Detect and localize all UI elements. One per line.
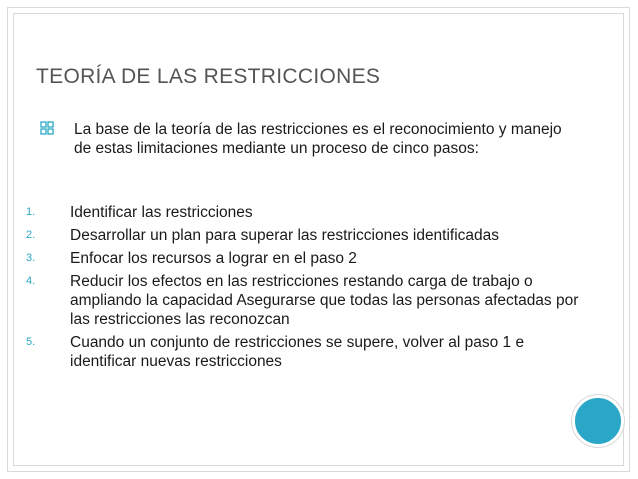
list-item-number: 4. bbox=[26, 275, 36, 287]
list-item-number: 3. bbox=[26, 252, 36, 264]
list-item-text: Enfocar los recursos a lograr en el paso 2 bbox=[70, 250, 357, 267]
square-bullet-icon bbox=[40, 121, 56, 137]
list-item-number: 1. bbox=[26, 206, 36, 218]
slide-title-rest: EORÍA DE LAS RESTRICCIONES bbox=[49, 65, 381, 88]
square-bullet-icon-svg bbox=[40, 121, 54, 135]
list-item bbox=[26, 272, 586, 329]
list-item-number: 2. bbox=[26, 229, 36, 241]
list-item bbox=[26, 333, 586, 371]
list-item-text: Cuando un conjunto de restricciones se supere, volver al paso 1 e identificar nuevas restricciones bbox=[70, 334, 525, 370]
list-item-text: Identificar las restricciones bbox=[70, 204, 253, 221]
list-item bbox=[26, 226, 586, 245]
list-item-number: 5. bbox=[26, 336, 36, 348]
decorative-circle bbox=[572, 395, 624, 447]
intro-bullet bbox=[36, 120, 576, 158]
intro-bullet-text: La base de la teoría de las restricciones es el reconocimiento y manejo de estas limitaciones mediante un proceso de cinco pasos: bbox=[74, 121, 562, 157]
list-item-text: Reducir los efectos en las restricciones restando carga de trabajo o ampliando la capacidad Asegurarse que todas las personas afectadas por las restricciones las reconozcan bbox=[70, 273, 579, 328]
slide-title-initial: T bbox=[36, 65, 50, 88]
list-item bbox=[26, 203, 586, 222]
list-item-text: Desarrollar un plan para superar las restricciones identificadas bbox=[70, 227, 500, 244]
steps-list bbox=[26, 203, 586, 375]
slide-title bbox=[36, 65, 380, 89]
list-item bbox=[26, 249, 586, 268]
